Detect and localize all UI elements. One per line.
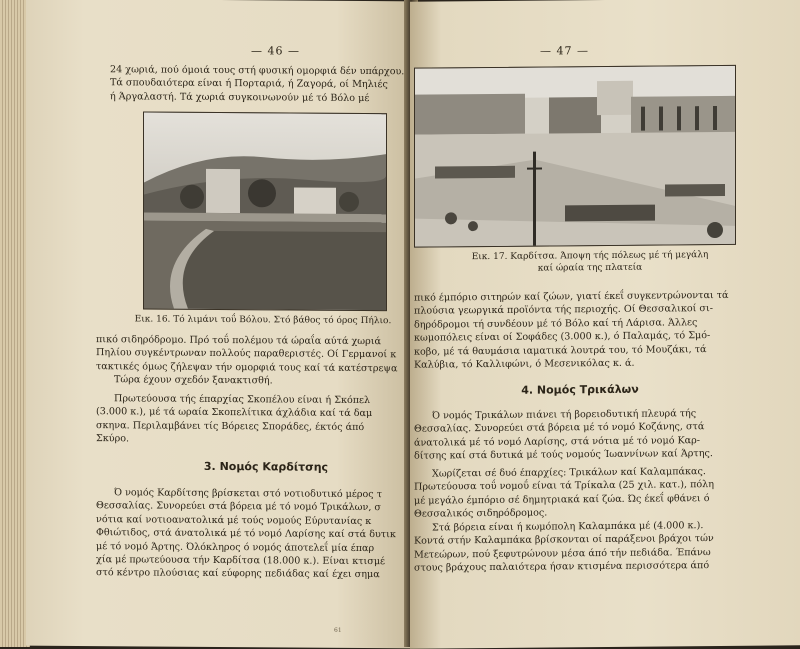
text-line: δίτσης καί στά δυτικά μέ τούς νομούς Ίωαννίνων καί Άρτης.: [414, 448, 713, 462]
right-page-number: — 47 —: [540, 44, 589, 58]
karditsa-square-photo: [414, 65, 736, 248]
text-line: χία μέ πρωτεύουσα τήν Καρδίτσα (18.000 κ.). Είναι κτισμέ: [96, 554, 386, 568]
text-line: πικό έμπόριο σιτηρών καί ζώων, γιατί έκεΐ συγκεντρώνονται τά: [414, 289, 729, 304]
text-line: 24 χωριά, πού όμοιά τους στή φυσική ομορφιά δέν υπάρχου.: [110, 64, 405, 78]
text-line: Θεσσαλικός σιδηρόδρομος.: [414, 507, 548, 520]
text-line: στους βράχους παλαιότερα ήσαν κτισμένα περισσότερα άπό: [414, 560, 710, 574]
figure-17-caption: [440, 249, 740, 276]
karditsa-heading: 3. Νομός Καρδίτσης: [203, 459, 329, 474]
eparchies-paragraph: [414, 465, 736, 521]
text-line: Πηλίου συγκέντρωναν πολλούς παραθεριστές. Οί Γερμανοί κ: [96, 347, 397, 361]
text-line: δηρόδρομοι τή συνδέουν μέ τό Βόλο καί τή Λάρισα. Άλλες: [414, 317, 698, 331]
text-line: Ό νομός Καρδίτσης βρίσκεται στό νοτιοδυτικό μέρος τ: [114, 487, 383, 501]
text-line: Θεσσαλίας. Συνορεύει στά βόρεια μέ τό νομό Τρικάλων, σ: [96, 500, 381, 514]
text-line: Φθιώτιδος, στά άνατολικά μέ τό νομό Λαρίσης καί στά δυτικ: [96, 527, 396, 541]
text-line: πικό σιδηρόδρομο. Πρό τοΰ πολέμου τά ώραΐα αύτά χωριά: [96, 334, 381, 348]
text-line: Θεσσαλίας. Συνορεύει στά βόρεια μέ τό νομό Κοζάνης, στά: [414, 421, 705, 436]
caption-line: καί ώραία της πλατεία: [537, 262, 643, 274]
text-line: πλούσια γεωργικά προϊόντα τής περιοχής. Οί Θεσσαλικοί σι-: [414, 303, 713, 318]
text-line: Σκύρο.: [96, 433, 130, 445]
kalampaka-paragraph: [414, 519, 736, 575]
karditsa-continued-paragraph: [414, 289, 736, 372]
trikala-heading: 4. Νομός Τρικάλων: [521, 382, 639, 397]
text-line: Πρωτεύουσα τοΰ νομοΰ είναι τά Τρίκαλα (25 χιλ. κατ.), πόλη: [414, 479, 715, 494]
text-line: Καλύβια, τό Καλλιφώνι, ό Μεσενικόλας κ. ά.: [414, 357, 635, 371]
text-line: μέ τό νομό Άρτης. Όλόκληρος ό νομός άποτελεΐ μία έπαρ: [96, 540, 375, 554]
left-intro-text: [110, 63, 410, 105]
text-line: ή Άργαλαστή. Τά χωριά συγκοινωνούν μέ τό Βόλο μέ: [110, 91, 370, 104]
trikala-paragraph: [414, 407, 736, 463]
text-line: Μετεώρων, πού ξεφυτρώνουν μέσα άπό τήν πεδιάδα. Έπάνω: [414, 546, 711, 561]
pelion-paragraph: [96, 333, 410, 389]
figure-16-caption: Εικ. 16. Τό λιμάνι τοΰ Βόλου. Στό βάθος τό όρος Πήλιο.: [134, 314, 392, 327]
caption-line: Εικ. 17. Καρδίτσα. Άποψη τής πόλεως μέ τή μεγάλη: [471, 250, 709, 263]
text-line: Ό νομός Τρικάλων πιάνει τή βορειοδυτική πλευρά τής: [432, 408, 697, 422]
text-line: Χωρίζεται σέ δυό έπαρχίες: Τρικάλων καί Καλαμπάκας.: [432, 466, 706, 480]
text-line: στό κέντρο πλούσιας καί εύφορης πεδιάδας καί έχει σημα: [96, 567, 380, 581]
folio-mark: 61: [334, 626, 342, 634]
text-line: Τά σπουδαιότερα είναι ή Πορταριά, ή Ζαγορά, οί Μηλιές: [110, 77, 388, 91]
right-page: [410, 0, 800, 649]
text-line: κωμοπόλεις είναι οί Σοφάδες (3.000 κ.), ό Παλαμάς, τό Σμό-: [414, 330, 711, 344]
volos-harbor-photo: [143, 111, 387, 311]
left-page: [26, 0, 414, 648]
left-page-number: — 46 —: [251, 44, 300, 58]
text-line: Πρωτεύουσα τής έπαρχίας Σκοπέλου είναι ή Σκόπελ: [114, 393, 371, 407]
text-line: νότια καί νοτιοανατολικά μέ τούς νομούς Εύρυτανίας κ: [96, 513, 372, 527]
text-line: μέ μεγάλο έμπόριο σέ δημητριακά καί ζώα. Ώς έκεΐ φθάνει ό: [414, 492, 710, 507]
text-line: άνατολικά μέ τό νομό Λαρίσης, στά νότια μέ τό νομό Καρ-: [414, 434, 701, 449]
skopelos-paragraph: [96, 392, 410, 448]
text-line: Κοντά στήν Καλαμπάκα βρίσκονται οί παράξενοι βράχοι τών: [414, 533, 714, 548]
text-line: σκηνα. Περιλαμβάνει τίς Βόρειες Σποράδες, έκτός άπό: [96, 419, 365, 433]
text-line: τακτικές όμως ζήλεψαν τήν ομορφιά τους καί τά κατέστρεψα: [96, 360, 398, 375]
text-line: κοβο, μέ τά θαυμάσια ιαματικά λουτρά του, τό Μουζάκι, τά: [414, 343, 707, 358]
text-line: (3.000 κ.), μέ τά ωραία Σκοπελίτικα άχλάδια καί τά δαμ: [96, 406, 373, 420]
text-line: Τώρα έχουν σχεδόν ξανακτισθή.: [114, 374, 273, 387]
text-line: Στά βόρεια είναι ή κωμόπολη Καλαμπάκα μέ (4.000 κ.).: [432, 520, 704, 534]
karditsa-paragraph: [96, 486, 410, 582]
